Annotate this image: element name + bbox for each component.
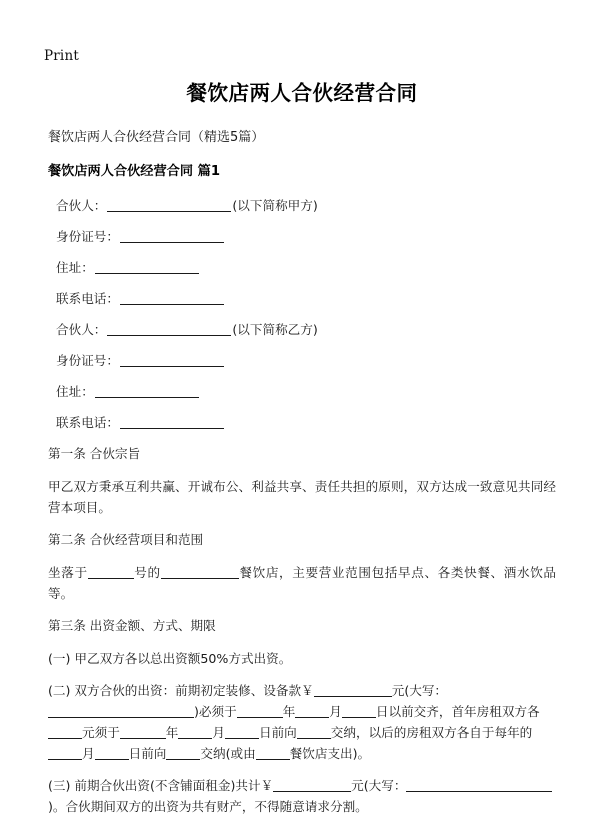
item-2-blank-month-2[interactable] bbox=[178, 726, 212, 739]
party-a-partner-blank[interactable] bbox=[107, 198, 231, 212]
item-2-blank-year-2[interactable] bbox=[120, 726, 166, 739]
party-a-address-blank[interactable] bbox=[95, 260, 199, 274]
party-a-block bbox=[48, 196, 556, 309]
item-3-text-4: 。合伙期间双方的出资为共有财产，不得随意请求分割。 bbox=[52, 799, 368, 814]
party-a-phone-label: 联系电话： bbox=[56, 291, 119, 306]
item-3-blank-total-words[interactable] bbox=[406, 779, 552, 792]
article-2-blank-shopname[interactable] bbox=[161, 566, 239, 579]
item-2-blank-rent[interactable] bbox=[48, 726, 82, 739]
article-3-item-1: (一) 甲乙双方各以总出资额50%方式出资。 bbox=[48, 651, 292, 666]
print-label[interactable]: Print bbox=[44, 48, 79, 64]
item-2-text-3: )必须于 bbox=[194, 704, 237, 719]
item-2-text-15: 餐饮店支出)。 bbox=[289, 746, 371, 761]
item-2-text-14: 交纳(或由 bbox=[200, 746, 256, 761]
party-b-partner-row bbox=[56, 320, 556, 340]
item-2-text-12: 月 bbox=[82, 746, 95, 761]
party-a-address-row bbox=[56, 258, 556, 278]
item-2-blank-payee-2[interactable] bbox=[166, 747, 200, 760]
party-a-address-label: 住址： bbox=[56, 260, 94, 275]
item-2-text-5: 月 bbox=[329, 704, 342, 719]
party-b-address-row bbox=[56, 382, 556, 402]
item-3-text-2: 元(大写： bbox=[351, 778, 407, 793]
page-title: 餐饮店两人合伙经营合同 bbox=[186, 81, 418, 105]
item-2-blank-day-1[interactable] bbox=[342, 705, 376, 718]
article-2-body bbox=[48, 562, 556, 604]
section-heading: 餐饮店两人合伙经营合同 篇1 bbox=[48, 164, 221, 179]
item-2-text-6: 日以前交齐，首年房租双方各 bbox=[375, 704, 540, 719]
party-a-partner-label: 合伙人： bbox=[56, 198, 107, 213]
document-body bbox=[0, 78, 600, 828]
item-2-blank-amount-words[interactable] bbox=[48, 705, 194, 718]
party-b-id-row bbox=[56, 351, 556, 371]
party-b-phone-row bbox=[56, 413, 556, 433]
article-3-item-3 bbox=[48, 775, 556, 817]
party-a-id-blank[interactable] bbox=[120, 229, 224, 243]
item-2-text-10: 日前向 bbox=[258, 725, 297, 740]
item-2-blank-month-1[interactable] bbox=[295, 705, 329, 718]
item-2-blank-day-3[interactable] bbox=[95, 747, 129, 760]
party-a-partner-suffix: (以下简称甲方) bbox=[232, 198, 318, 213]
party-b-partner-blank[interactable] bbox=[107, 322, 231, 336]
item-2-text-9: 月 bbox=[212, 725, 225, 740]
item-2-text-1: (二) 双方合伙的出资：前期初定装修、设备款￥ bbox=[48, 683, 314, 698]
item-2-blank-day-2[interactable] bbox=[225, 726, 259, 739]
party-a-id-label: 身份证号： bbox=[56, 229, 119, 244]
party-b-phone-label: 联系电话： bbox=[56, 415, 119, 430]
item-2-text-13: 日前向 bbox=[128, 746, 167, 761]
item-3-blank-total[interactable] bbox=[273, 779, 351, 792]
party-b-address-label: 住址： bbox=[56, 384, 94, 399]
item-2-blank-amount[interactable] bbox=[314, 684, 392, 697]
party-b-address-blank[interactable] bbox=[95, 384, 199, 398]
article-2-blank-number[interactable] bbox=[88, 566, 134, 579]
article-1-title: 第一条 合伙宗旨 bbox=[48, 446, 141, 461]
party-a-id-row bbox=[56, 227, 556, 247]
article-2-text-1: 坐落于 bbox=[48, 565, 88, 580]
article-3-title: 第三条 出资金额、方式、期限 bbox=[48, 618, 216, 633]
document-subtitle: 餐饮店两人合伙经营合同（精选5篇） bbox=[48, 130, 265, 145]
party-b-id-blank[interactable] bbox=[120, 353, 224, 367]
item-2-blank-year-1[interactable] bbox=[237, 705, 283, 718]
article-2-text-2: 号的 bbox=[133, 565, 161, 580]
article-2-text-3: 餐饮店，主要营业范围包括早点、各类快餐、酒水饮品等。 bbox=[48, 565, 557, 601]
party-b-partner-suffix: (以下简称乙方) bbox=[232, 322, 318, 337]
article-3-item-2 bbox=[48, 680, 556, 764]
item-2-text-4: 年 bbox=[282, 704, 296, 719]
item-2-text-8: 年 bbox=[165, 725, 179, 740]
party-a-partner-row bbox=[56, 196, 556, 216]
item-2-blank-payee-1[interactable] bbox=[297, 726, 331, 739]
item-2-blank-shop[interactable] bbox=[256, 747, 290, 760]
article-2-title: 第二条 合伙经营项目和范围 bbox=[48, 532, 204, 547]
party-b-phone-blank[interactable] bbox=[120, 415, 224, 429]
party-a-phone-blank[interactable] bbox=[120, 291, 224, 305]
item-2-text-11: 交纳，以后的房租双方各自于每年的 bbox=[330, 725, 533, 740]
party-a-phone-row bbox=[56, 289, 556, 309]
item-2-text-2: 元(大写： bbox=[391, 683, 448, 698]
party-b-id-label: 身份证号： bbox=[56, 353, 119, 368]
party-b-block bbox=[48, 320, 556, 433]
party-b-partner-label: 合伙人： bbox=[56, 322, 107, 337]
article-1-body: 甲乙双方秉承互利共赢、开诚布公、利益共享、责任共担的原则，双方达成一致意见共同经营本项目。 bbox=[48, 479, 556, 515]
item-2-blank-month-3[interactable] bbox=[48, 747, 82, 760]
item-3-text-3: ) bbox=[48, 799, 53, 814]
item-2-text-7: 元须于 bbox=[82, 725, 120, 740]
item-3-text-1: (三) 前期合伙出资(不含铺面租金)共计￥ bbox=[48, 778, 274, 793]
